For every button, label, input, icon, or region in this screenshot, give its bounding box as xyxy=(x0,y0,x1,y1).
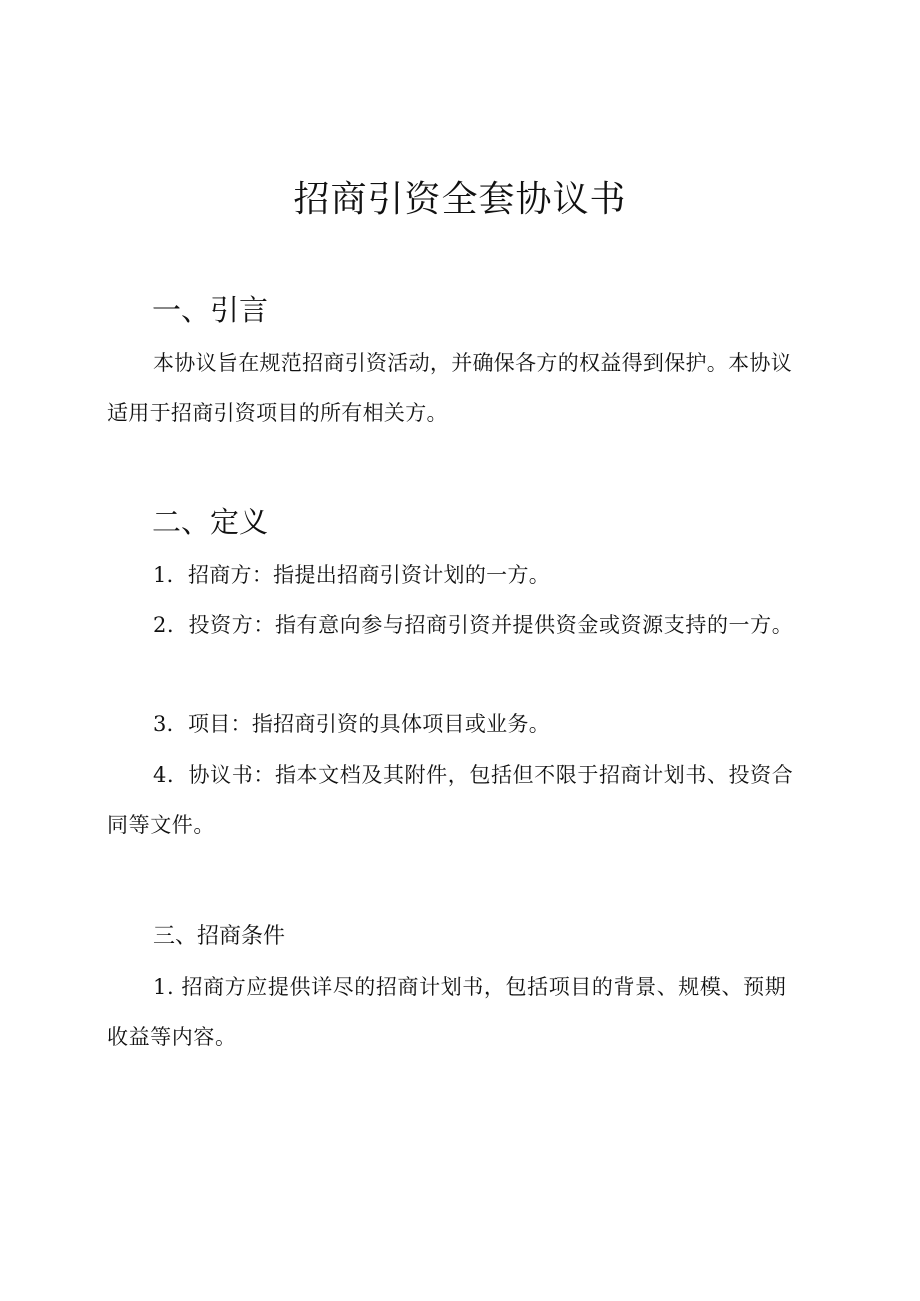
section-heading-introduction: 一、引言 xyxy=(152,293,269,327)
definition-item-4: 4．协议书：指本文档及其附件，包括但不限于招商计划书、投资合同等文件。 xyxy=(107,763,794,837)
introduction-paragraph: 本协议旨在规范招商引资活动，并确保各方的权益得到保护。本协议适用于招商引资项目的所有相关方。 xyxy=(107,351,792,425)
condition-item-1: 1. 招商方应提供详尽的招商计划书，包括项目的背景、规模、预期收益等内容。 xyxy=(107,975,787,1049)
definition-item-3: 3．项目：指招商引资的具体项目或业务。 xyxy=(153,712,551,736)
section-heading-conditions: 三、招商条件 xyxy=(153,924,286,949)
document-title: 招商引资全套协议书 xyxy=(293,179,627,220)
definition-item-1: 1．招商方：指提出招商引资计划的一方。 xyxy=(153,563,551,587)
section-heading-definitions: 二、定义 xyxy=(152,505,269,539)
definition-item-2: 2．投资方：指有意向参与招商引资并提供资金或资源支持的一方。 xyxy=(153,613,794,637)
